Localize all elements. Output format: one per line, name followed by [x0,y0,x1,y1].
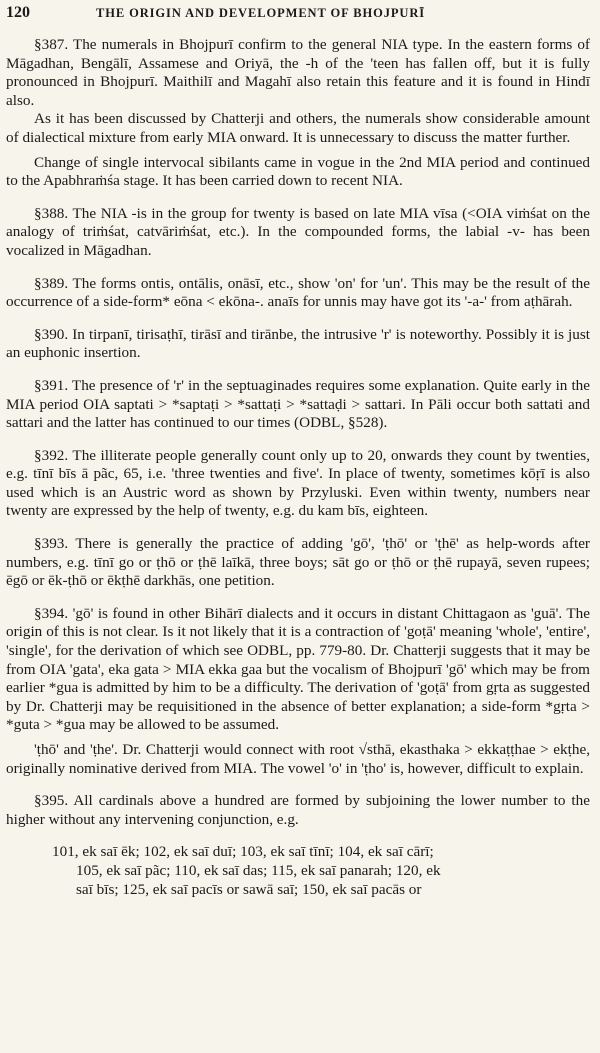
page-number: 120 [6,4,30,21]
paragraph-387-cont-1: As it has been discussed by Chatterji and others, the numerals show considerable amount of dialectical mixture from early MIA onward. It is unnecessary to discuss the matter further. [6,110,590,146]
page-body [6,36,590,899]
paragraph-394: §394. 'gō' is found in other Bihārī dialects and it occurs in distant Chittagaon as 'guā'. The origin of this is not clear. Is it not likely that it is a contraction of 'goṭā' meaning 'whole', 'entire', 'single', for the derivation of which see ODBL, pp. 779-80. Dr. Chatterji suggests that it may be from OIA 'gata', eka gata > MIA ekka gaa but the vocalism of Bhojpurī 'gō' which may be from earlier *gua is admitted by him to be a difficulty. The derivation of 'goṭā' from gṛta as suggested by Dr. Chatterji may be requisitioned in the absence of better explanation; a side-form *gṛta > *guta > *gua may be allowed to be assumed. [6,604,590,734]
example-line: 101, ek saī ēk; 102, ek saī duī; 103, ek saī tīnī; 104, ek saī cārī; [52,843,434,861]
paragraph-tho-the: 'ṭhō' and 'ṭhe'. Dr. Chatterji would connect with root √sthā, ekasthaka > ekkaṭṭhae > ekṭhe, originally nominative derived from MIA. The vowel 'o' in 'ṭho' is, however, difficult to explain. [6,741,590,777]
paragraph-387-cont-2: Change of single intervocal sibilants came in vogue in the 2nd MIA period and continued to the Apabhraṁśa stage. It has been carried down to recent NIA. [6,153,590,190]
paragraph-390: §390. In tirpanī, tirisaṭhī, tirāsī and tirānbe, the intrusive 'r' is noteworthy. Possibly it is just an euphonic insertion. [6,325,590,362]
example-line: saī bīs; 125, ek saī pacīs or sawā saī; 150, ek saī pacās or [76,880,422,898]
paragraph-391: §391. The presence of 'r' in the septuaginades requires some explanation. Quite early in the MIA period OIA saptati > *saptaṭi > *sattaṭi > *sattaḍi > sattari. In Pāli occur both sattati and sattari and the latter has continued to our times (ODBL, §528). [6,376,590,432]
paragraph-392: §392. The illiterate people generally count only up to 20, onwards they count by twenties, e.g. tīnī bīs ā pãc, 65, i.e. 'three twenties and five'. In place of twenty, sometimes kōṛī is also used which is an Austric word as shown by Przyluski. Even within twenty, numbers near twenty are expressed by the help of twenty, e.g. du kam bīs, eighteen. [6,446,590,520]
paragraph-388: §388. The NIA -is in the group for twenty is based on late MIA vīsa (<OIA viṁśat on the analogy of triṁśat, catvāriṁśat, etc.). In the compounded forms, the labial -v- has been vocalized in Māgadhan. [6,204,590,259]
paragraph-395: §395. All cardinals above a hundred are formed by subjoining the lower number to the higher without any intervening conjunction, e.g. [6,792,590,828]
paragraph-389: §389. The forms ontis, ontālis, onāsī, etc., show 'on' for 'un'. This may be the result of the occurrence of a side-form* eōna < ekōna-. anaīs for unnis may have got its '-a-' from aṭhārah. [6,274,590,311]
running-head: THE ORIGIN AND DEVELOPMENT OF BHOJPURĪ [96,6,426,20]
paragraph-387: §387. The numerals in Bhojpurī confirm to the general NIA type. In the eastern forms of Māgadhan, Bengālī, Assamese and Oriyā, the -h of the 'teen has fallen off, but it is fully pronounced in Bhojpurī. Maithilī and Magahī also retain this feature and it is found in Hindī also. [6,36,590,109]
example-line: 105, ek saī pãc; 110, ek saī das; 115, ek saī panarah; 120, ek [76,861,441,879]
cardinal-examples [6,843,590,899]
page-header [6,4,590,32]
paragraph-393: §393. There is generally the practice of adding 'gō', 'ṭhō' or 'ṭhē' as help-words after numbers, e.g. tīnī go or ṭhō or ṭhē laīkā, three boys; sāt go or ṭhō or ṭhē rupayā, seven rupees; ēgō or ēk-ṭhō or ēkṭhē darkhās, one petition. [6,535,590,590]
